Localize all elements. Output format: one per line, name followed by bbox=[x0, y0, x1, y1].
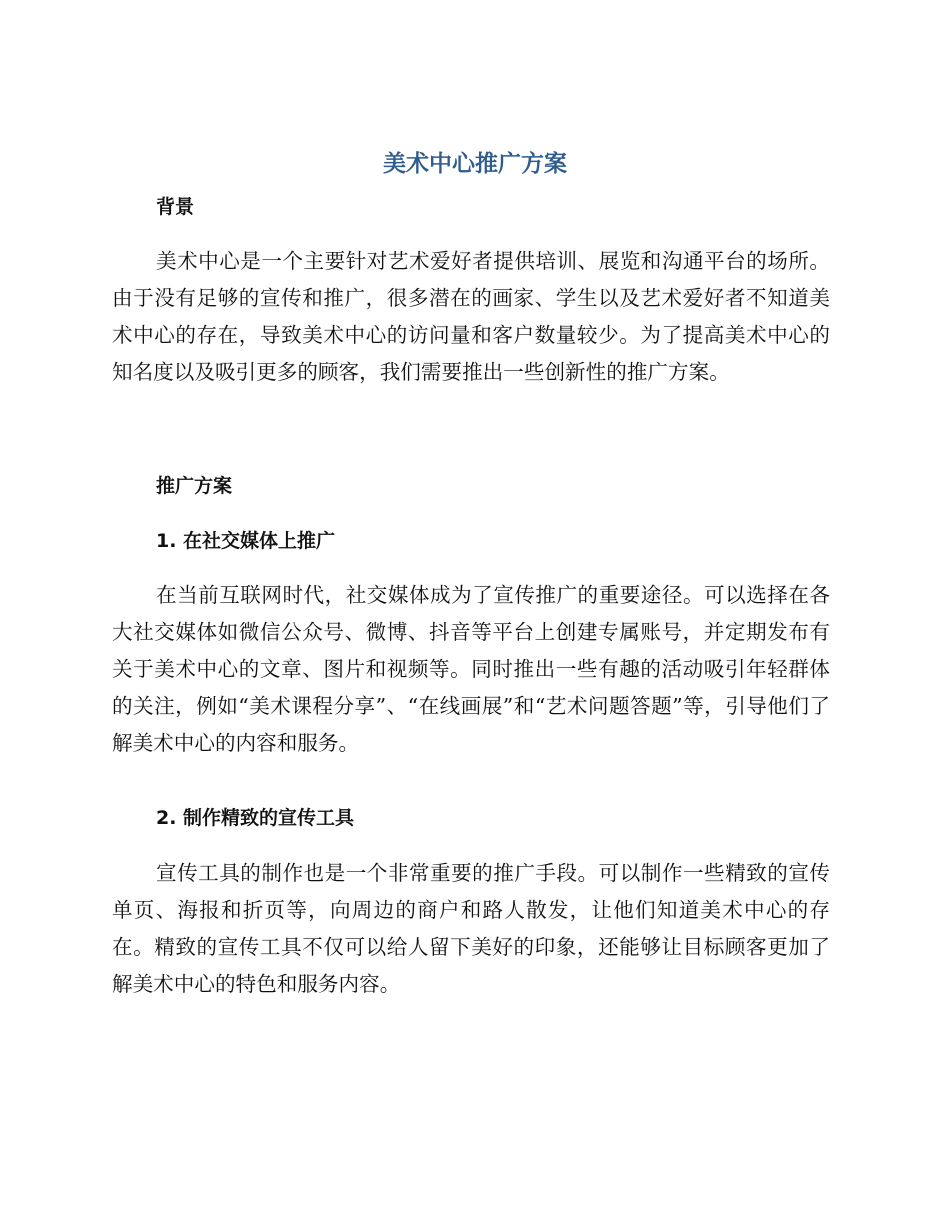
section-paragraph-background: 美术中心是一个主要针对艺术爱好者提供培训、展览和沟通平台的场所。由于没有足够的宣传和推广，很多潜在的画家、学生以及艺术爱好者不知道美术中心的存在，导致美术中心的访问量和客户数量较少。为了提高美术中心的知名度以及吸引更多的顾客，我们需要推出一些创新性的推广方案。 bbox=[112, 249, 830, 384]
section-paragraph-social-media: 在当前互联网时代，社交媒体成为了宣传推广的重要途径。可以选择在各大社交媒体如微信公众号、微博、抖音等平台上创建专属账号，并定期发布有关于美术中心的文章、图片和视频等。同时推出一些有趣的活动吸引年轻群体的关注，例如“美术课程分享”、“在线画展”和“艺术问题答题”等，引导他们了解美术中心的内容和服务。 bbox=[112, 583, 830, 755]
section-heading-promo-tools: 2. 制作精致的宣传工具 bbox=[156, 807, 355, 829]
section-heading-promotion-plan: 推广方案 bbox=[156, 475, 233, 497]
document-title: 美术中心推广方案 bbox=[383, 151, 567, 177]
section-paragraph-promo-tools: 宣传工具的制作也是一个非常重要的推广手段。可以制作一些精致的宣传单页、海报和折页等，向周边的商户和路人散发，让他们知道美术中心的存在。精致的宣传工具不仅可以给人留下美好的印象，还能够让目标顾客更加了解美术中心的特色和服务内容。 bbox=[112, 861, 830, 996]
section-heading-background: 背景 bbox=[156, 196, 195, 218]
section-heading-social-media: 1. 在社交媒体上推广 bbox=[156, 530, 336, 552]
